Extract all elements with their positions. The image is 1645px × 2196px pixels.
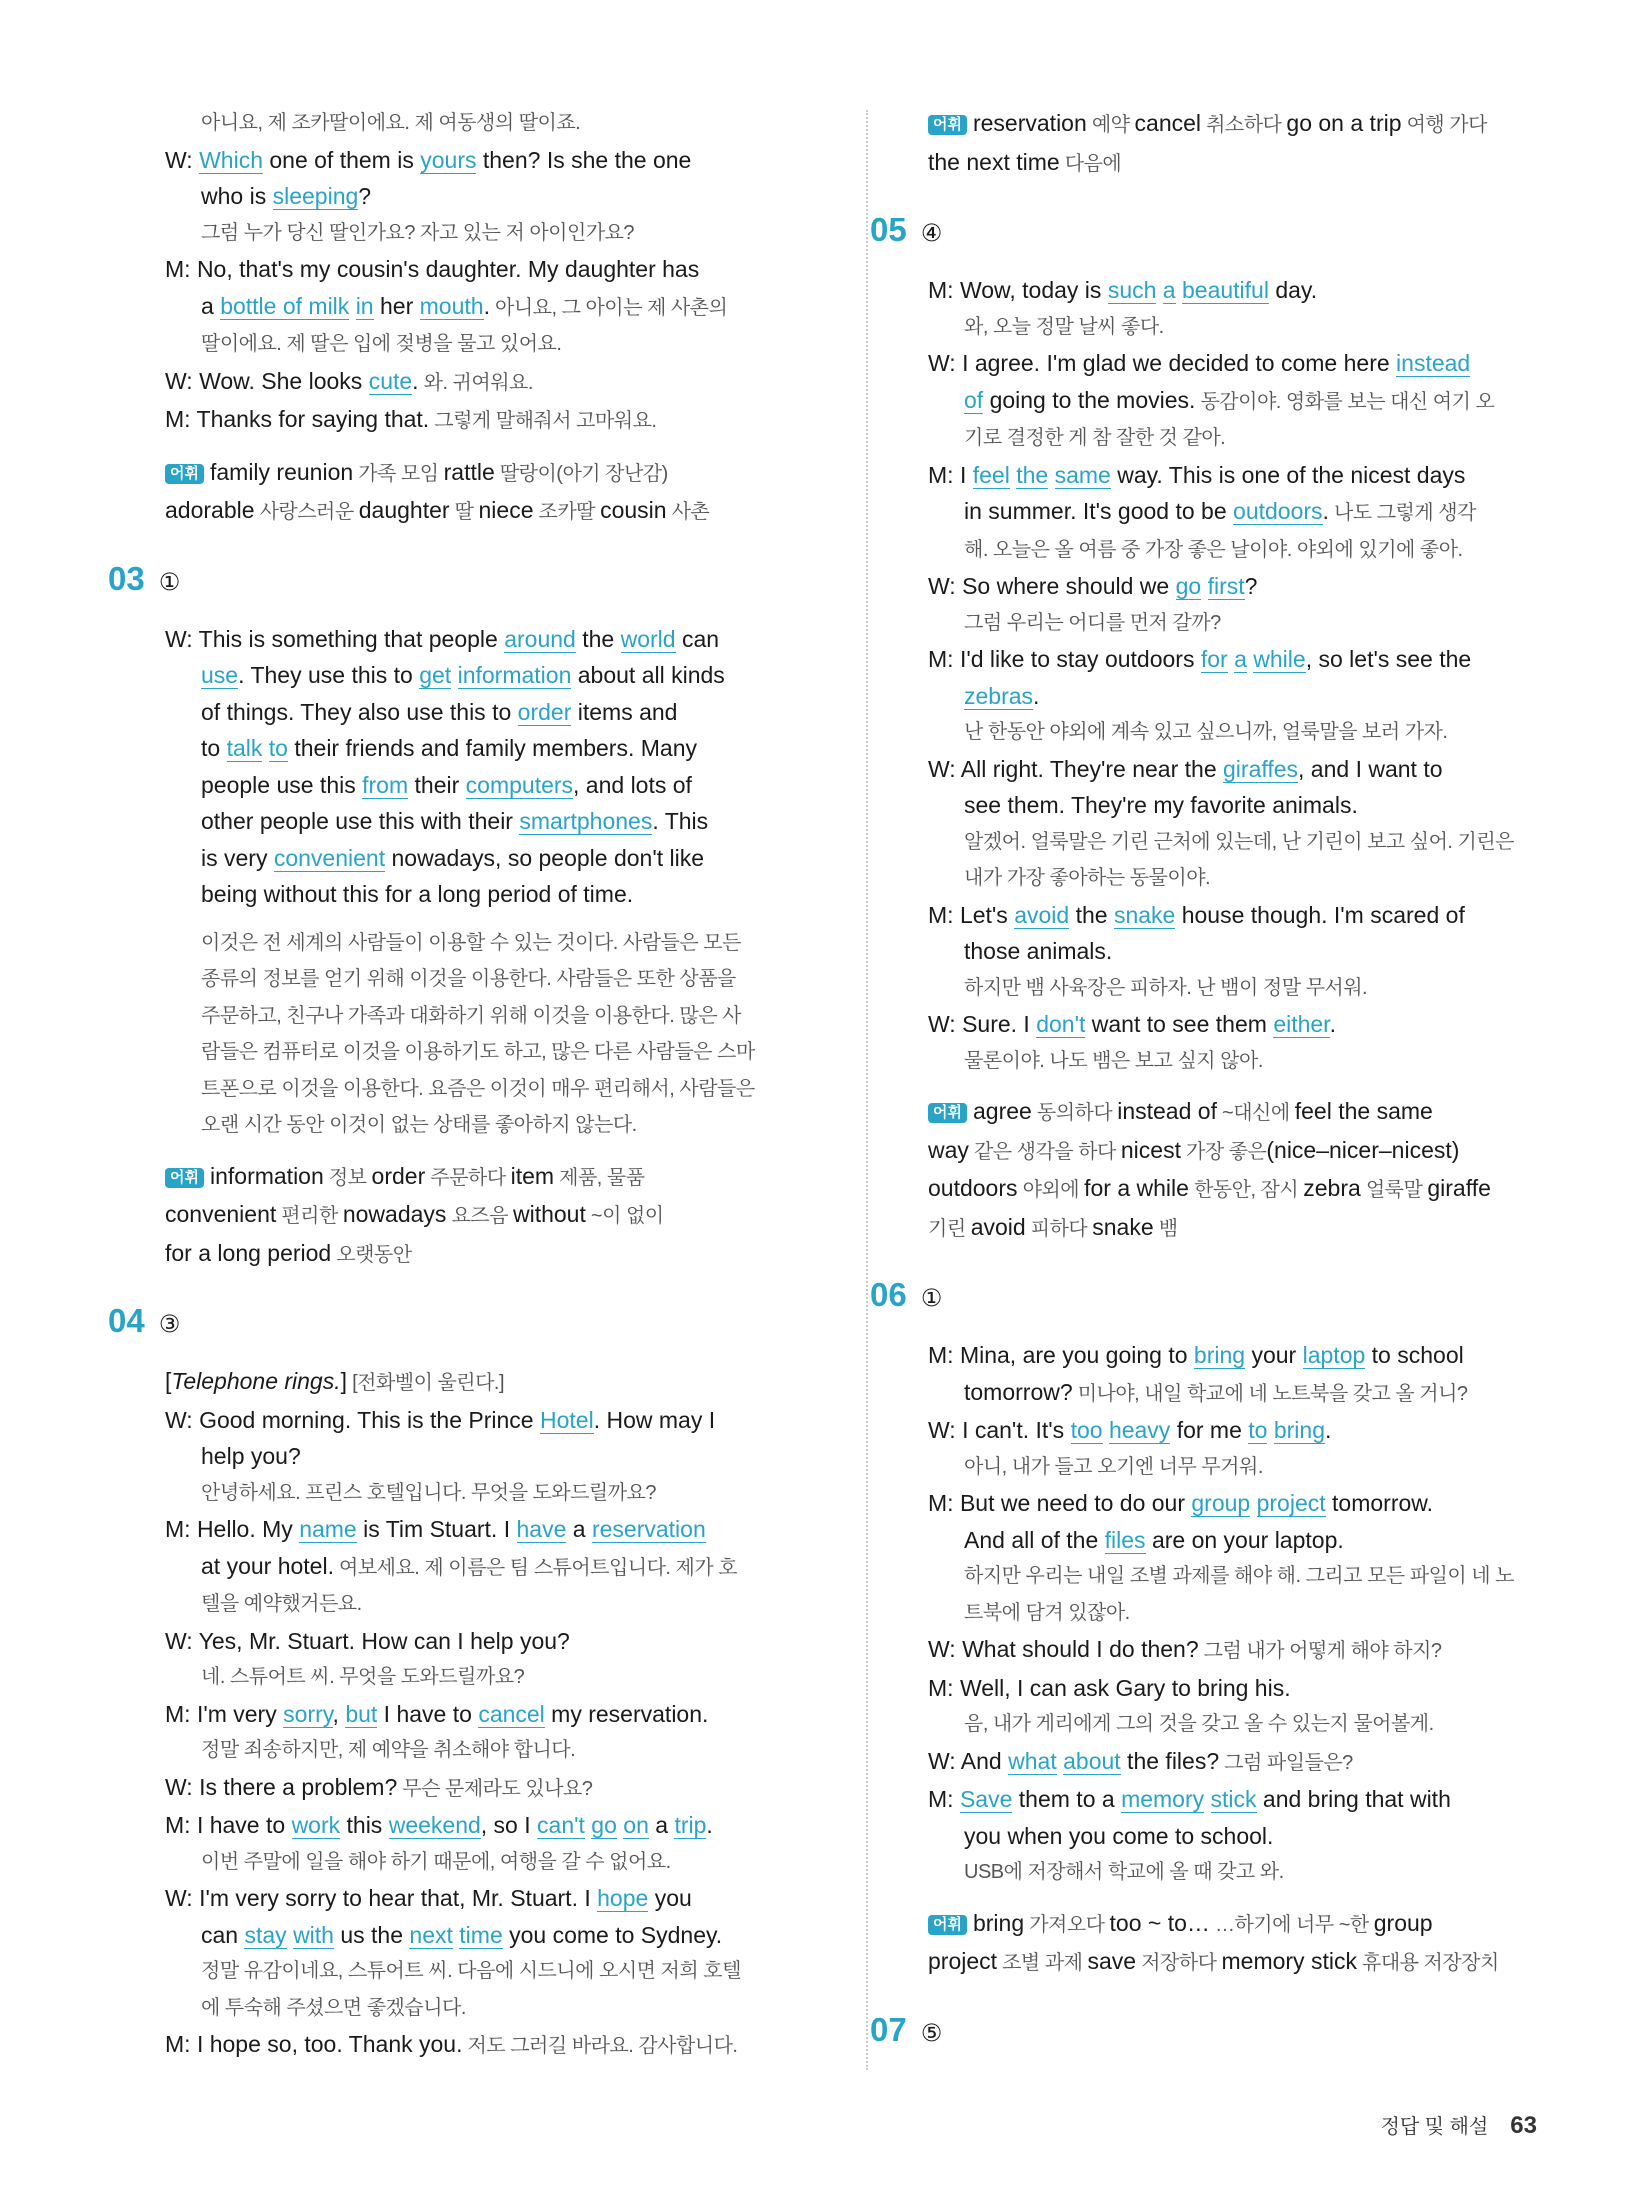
dialogue-line: M: But we need to do our group project tomorrow. (928, 1490, 1434, 1516)
vocabulary-box (928, 1093, 1568, 1247)
blank-answer: too (1070, 1417, 1103, 1443)
blank-answer: mouth (419, 292, 484, 319)
korean-line: 이것은 전 세계의 사람들이 이용할 수 있는 것이다. 사람들은 모든 (201, 931, 741, 954)
blank-answer: such (1107, 277, 1157, 303)
blank-answer: use (201, 662, 239, 688)
blank-answer: files (1104, 1526, 1146, 1553)
blank-answer: on (623, 1812, 649, 1838)
dialogue-line: W: Yes, Mr. Stuart. How can I help you? (165, 1627, 570, 1654)
blank-answer: but (345, 1700, 378, 1727)
blank-answer: name (299, 1516, 357, 1542)
left-column (108, 105, 845, 2065)
blank-answer: while (1253, 646, 1306, 672)
blank-answer: with (293, 1921, 334, 1948)
page-number: 63 (1510, 2112, 1537, 2139)
blank-answer: go (1175, 573, 1202, 599)
korean-line: 종류의 정보를 얻기 위해 이것을 이용한다. 사람들은 또한 상품을 (201, 968, 736, 990)
dialogue-line: And all of the files are on your laptop. (964, 1526, 1344, 1553)
page-footer (1381, 2110, 1537, 2140)
dialogue-line: W: Is there a problem? 무슨 문제라도 있나요? (165, 1773, 593, 1800)
vocab-tag: 어휘 (165, 464, 204, 484)
blank-answer: from (362, 771, 409, 798)
blank-answer: world (620, 625, 676, 652)
answer-choice: ① (158, 568, 181, 596)
blank-answer: for (1200, 646, 1228, 672)
dialogue-line: M: I hope so, too. Thank you. 저도 그러길 바라요. 감사합니다. (165, 2031, 738, 2057)
blank-answer: trip (674, 1812, 707, 1838)
blank-answer: stick (1210, 1786, 1257, 1812)
korean-line: 해. 오늘은 올 여름 중 가장 좋은 날이야. 야외에 있기에 좋아. (964, 538, 1463, 561)
dialogue-line: W: So where should we go first? (928, 573, 1258, 599)
blank-answer: Hotel (539, 1406, 594, 1433)
dialogue-line: M: Save them to a memory stick and bring that with (928, 1786, 1451, 1812)
korean-line: 딸이에요. 제 딸은 입에 젖병을 물고 있어요. (201, 333, 562, 355)
vocab-line: convenient 편리한 nowadays 요즈음 without ~이 없이 (165, 1201, 664, 1227)
korean-line: 난 한동안 야외에 계속 있고 싶으니까, 얼룩말을 보러 가자. (964, 721, 1448, 743)
dialogue-line: being without this for a long period of time. (201, 881, 634, 907)
blank-answer: first (1207, 573, 1245, 599)
dialogue-line: see them. They're my favorite animals. (964, 792, 1358, 818)
blank-answer: avoid (1014, 901, 1070, 928)
dialogue-line: use. They use this to get information about all kinds (201, 662, 725, 688)
blank-answer: cute (368, 367, 413, 394)
korean-line: 네. 스튜어트 씨. 무엇을 도와드릴까요? (201, 1666, 525, 1688)
dialogue-line: M: Let's avoid the snake house though. I'm scared of (928, 901, 1465, 928)
blank-answer: bring (1273, 1417, 1326, 1443)
korean-line: 람들은 컴퓨터로 이것을 이용하기도 하고, 많은 다른 사람들은 스마 (201, 1041, 755, 1063)
blank-answer: reservation (591, 1516, 706, 1542)
dialogue-line: M: Thanks for saying that. 그렇게 말해줘서 고마워요. (165, 406, 657, 432)
korean-line: 물론이야. 나도 뱀은 보고 싶지 않아. (964, 1049, 1263, 1072)
question-02-continued (165, 105, 845, 531)
blank-answer: beautiful (1181, 277, 1269, 303)
answer-choice: ④ (920, 220, 943, 247)
korean-line: 알겠어. 얼룩말은 기린 근처에 있는데, 난 기린이 보고 싶어. 기린은 (964, 830, 1514, 853)
dialogue-line: you when you come to school. (964, 1822, 1274, 1849)
dialogue-line: W: And what about the files? 그럼 파일들은? (928, 1747, 1353, 1774)
blank-answer: to (268, 735, 288, 761)
dialogue-line: tomorrow? 미나야, 내일 학교에 네 노트북을 갖고 올 거니? (964, 1378, 1468, 1405)
blank-answer: outdoors (1233, 498, 1323, 524)
blank-answer: instead (1396, 350, 1471, 376)
dialogue-line: a bottle of milk in her mouth. 아니요, 그 아이는 제 사촌의 (201, 292, 728, 319)
blank-answer: can't (537, 1812, 585, 1838)
vocabulary-box (928, 105, 1568, 182)
korean-line: 트북에 담겨 있잖아. (964, 1601, 1130, 1624)
dialogue-line: those animals. (964, 938, 1113, 964)
blank-answer: time (459, 1921, 503, 1948)
vocab-line: 어휘 reservation 예약 cancel 취소하다 go on a trip 여행 가다 (928, 105, 1568, 144)
blank-answer: smartphones (519, 808, 653, 834)
blank-answer: cancel (478, 1700, 545, 1727)
korean-line: 에 투숙해 주셨으면 좋겠습니다. (201, 1996, 466, 2019)
question-03 (108, 559, 845, 1274)
vocab-line: 기린 avoid 피하다 snake 뱀 (928, 1213, 1178, 1240)
korean-line: 하지만 우리는 내일 조별 과제를 해야 해. 그리고 모든 파일이 네 노 (964, 1565, 1514, 1587)
question-number: 04 ③ (108, 1302, 181, 1339)
blank-answer: bring (1193, 1342, 1246, 1368)
dialogue-line: M: No, that's my cousin's daughter. My daughter has (165, 256, 700, 282)
dialogue-line: W: All right. They're near the giraffes, and I want to (928, 755, 1443, 782)
blank-answer: information (457, 662, 572, 688)
dialogue-line: W: What should I do then? 그럼 내가 어떻게 해야 하지? (928, 1636, 1442, 1662)
vocab-line: 어휘 bring 가져오다 too ~ to… …하기에 너무 ~한 group (928, 1905, 1568, 1944)
blank-answer: talk (226, 735, 263, 761)
dialogue-line: of things. They also use this to order items and (201, 698, 678, 725)
vocab-line: outdoors 야외에 for a while 한동안, 잠시 zebra 얼룩말 giraffe (928, 1175, 1491, 1201)
blank-answer: giraffes (1223, 755, 1299, 782)
dialogue-line: W: Sure. I don't want to see them either. (928, 1011, 1336, 1037)
blank-answer: what (1008, 1747, 1057, 1774)
dialogue-line: of going to the movies. 동감이야. 영화를 보는 대신 여기 오 (964, 386, 1495, 413)
dialogue-line: [Telephone rings.] [전화벨이 울린다.] (165, 1368, 505, 1394)
vocab-line: project 조별 과제 save 저장하다 memory stick 휴대용 저장장치 (928, 1948, 1499, 1974)
blank-answer: computers (465, 771, 574, 798)
korean-line: 이번 주말에 일을 해야 하기 때문에, 여행을 갈 수 없어요. (201, 1850, 671, 1873)
korean-line: 그럼 누가 당신 딸인가요? 자고 있는 저 아이인가요? (201, 221, 635, 244)
korean-line: 하지만 뱀 사육장은 피하자. 난 뱀이 정말 무서워. (964, 976, 1368, 999)
korean-line: 트폰으로 이것을 이용한다. 요즘은 이것이 매우 편리해서, 사람들은 (201, 1077, 755, 1100)
korean-line: 아니, 내가 들고 오기엔 너무 무거워. (964, 1455, 1263, 1478)
vocab-line: adorable 사랑스러운 daughter 딸 niece 조카딸 cousin 사촌 (165, 497, 710, 523)
dialogue-line: W: Wow. She looks cute. 와. 귀여워요. (165, 367, 533, 394)
blank-answer: convenient (273, 844, 386, 871)
dialogue-line: M: Wow, today is such a beautiful day. (928, 277, 1318, 303)
blank-answer: get (419, 662, 452, 688)
dialogue-line: M: I'd like to stay outdoors for a while, so let's see the (928, 646, 1472, 672)
dialogue-line: to talk to their friends and family members. Many (201, 735, 697, 761)
blank-answer: go (591, 1812, 617, 1838)
dialogue-line: M: I'm very sorry, but I have to cancel my reservation. (165, 1700, 709, 1727)
blank-answer: in (355, 292, 374, 319)
korean-line: 주문하고, 친구나 가족과 대화하기 위해 이것을 이용한다. 많은 사 (201, 1004, 741, 1027)
blank-answer: about (1063, 1747, 1121, 1774)
dialogue-line: W: Good morning. This is the Prince Hotel. How may I (165, 1406, 716, 1433)
dialogue-line: M: Hello. My name is Tim Stuart. I have a reservation (165, 1516, 706, 1542)
question-number: 07 ⑤ (870, 2010, 943, 2048)
footer-label: 정답 및 해설 (1380, 2116, 1489, 2138)
blank-answer: to (1248, 1417, 1268, 1443)
blank-answer: memory (1121, 1786, 1205, 1812)
blank-answer: next (409, 1921, 453, 1948)
blank-answer: around (504, 625, 576, 652)
vocab-line: for a long period 오랫동안 (165, 1239, 412, 1266)
blank-answer: either (1273, 1011, 1330, 1037)
korean-line: USB에 저장해서 학교에 올 때 갖고 와. (964, 1861, 1284, 1883)
korean-line: 아니요, 제 조카딸이에요. 제 여동생의 딸이죠. (201, 112, 581, 134)
korean-line: 와, 오늘 정말 날씨 좋다. (964, 315, 1164, 338)
blank-answer: sleeping (272, 183, 359, 209)
blank-answer: laptop (1302, 1342, 1366, 1368)
blank-answer: feel (972, 461, 1010, 488)
dialogue-line: M: Well, I can ask Gary to bring his. (928, 1674, 1291, 1701)
korean-line: 안녕하세요. 프린스 호텔입니다. 무엇을 도와드릴까요? (201, 1481, 657, 1504)
vocab-line: 어휘 information 정보 order 주문하다 item 제품, 물품 (165, 1158, 845, 1197)
blank-answer: snake (1113, 901, 1176, 928)
dialogue-line: zebras. (964, 682, 1040, 709)
dialogue-line: W: I can't. It's too heavy for me to bring. (928, 1417, 1332, 1443)
vocabulary-box (165, 454, 845, 531)
dialogue-line: M: Mina, are you going to bring your laptop to school (928, 1342, 1464, 1368)
question-07 (870, 2010, 1568, 2054)
answer-choice: ⑤ (920, 2019, 943, 2047)
blank-answer: bottle of milk (220, 292, 350, 319)
korean-line: 정말 죄송하지만, 제 예약을 취소해야 합니다. (201, 1739, 576, 1761)
blank-answer: Save (959, 1786, 1013, 1812)
dialogue-line: M: I feel the same way. This is one of the nicest days (928, 461, 1466, 488)
dialogue-line: other people use this with their smartphones. This (201, 808, 709, 834)
question-number: 03 ① (108, 559, 181, 597)
korean-line: 텔을 예약했거든요. (201, 1593, 362, 1615)
answer-choice: ① (920, 1285, 943, 1312)
dialogue-line: W: I'm very sorry to hear that, Mr. Stuart. I hope you (165, 1885, 692, 1911)
question-06 (870, 1275, 1568, 1982)
vocabulary-box (165, 1158, 845, 1274)
dialogue-line: is very convenient nowadays, so people don't like (201, 844, 705, 871)
blank-answer: project (1256, 1490, 1326, 1516)
blank-answer: stay (244, 1921, 287, 1948)
korean-line: 음, 내가 게리에게 그의 것을 갖고 올 수 있는지 물어볼게. (964, 1713, 1434, 1735)
dialogue-line: help you? (201, 1443, 301, 1469)
dialogue-line: people use this from their computers, and lots of (201, 771, 692, 798)
blank-answer: sorry (283, 1700, 333, 1727)
question-05 (870, 210, 1568, 1247)
question-number: 06 ① (870, 1276, 943, 1313)
dialogue-line: M: I have to work this weekend, so I can't go on a trip. (165, 1812, 713, 1838)
blank-answer: heavy (1108, 1417, 1171, 1443)
korean-line: 정말 유감이네요, 스튜어트 씨. 다음에 시드니에 오시면 저희 호텔 (201, 1960, 741, 1982)
vocab-line: the next time 다음에 (928, 148, 1122, 175)
dialogue-line: in summer. It's good to be outdoors. 나도 그렇게 생각 (964, 498, 1476, 524)
blank-answer: of (964, 386, 984, 413)
question-04 (108, 1301, 845, 2065)
vocab-tag: 어휘 (165, 1168, 204, 1188)
vocab-tag: 어휘 (928, 115, 967, 135)
blank-answer: order (517, 698, 572, 725)
blank-answer: weekend (388, 1812, 481, 1838)
dialogue-line: W: This is something that people around the world can (165, 625, 720, 652)
blank-answer: group (1191, 1490, 1251, 1516)
dialogue-line: who is sleeping? (201, 183, 372, 209)
vocabulary-box (928, 1905, 1568, 1982)
korean-line: 내가 가장 좋아하는 동물이야. (964, 867, 1211, 889)
blank-answer: a (1234, 646, 1247, 672)
question-number: 05 ④ (870, 211, 943, 248)
korean-line: 그럼 우리는 어디를 먼저 갈까? (964, 611, 1221, 634)
vocab-line: way 같은 생각을 하다 nicest 가장 좋은(nice–nicer–nicest) (928, 1136, 1460, 1163)
blank-answer: Which (199, 146, 263, 173)
dialogue-line: can stay with us the next time you come to Sydney. (201, 1921, 723, 1948)
blank-answer: work (291, 1812, 341, 1838)
vocab-line: 어휘 family reunion 가족 모임 rattle 딸랑이(아기 장난감) (165, 454, 845, 493)
column-divider (866, 110, 868, 2070)
blank-answer: hope (597, 1885, 649, 1911)
blank-answer: don't (1036, 1011, 1086, 1037)
vocab-line: 어휘 agree 동의하다 instead of ~대신에 feel the same (928, 1093, 1568, 1132)
korean-line: 기로 결정한 게 참 잘한 것 같아. (964, 427, 1226, 449)
blank-answer: a (1162, 277, 1176, 303)
dialogue-line: at your hotel. 여보세요. 제 이름은 팀 스튜어트입니다. 제가 호 (201, 1552, 738, 1579)
blank-answer: yours (420, 146, 477, 173)
dialogue-line: W: Which one of them is yours then? Is she the one (165, 146, 692, 173)
blank-answer: have (516, 1516, 567, 1542)
vocab-tag: 어휘 (928, 1103, 967, 1123)
vocab-tag: 어휘 (928, 1915, 967, 1935)
right-column (870, 105, 1568, 2072)
blank-answer: the (1016, 461, 1049, 488)
korean-line: 오랜 시간 동안 이것이 없는 상태를 좋아하지 않는다. (201, 1114, 637, 1136)
blank-answer: zebras (964, 682, 1034, 709)
dialogue-line: W: I agree. I'm glad we decided to come here instead (928, 350, 1471, 376)
answer-choice: ③ (158, 1311, 181, 1338)
blank-answer: same (1054, 461, 1111, 488)
